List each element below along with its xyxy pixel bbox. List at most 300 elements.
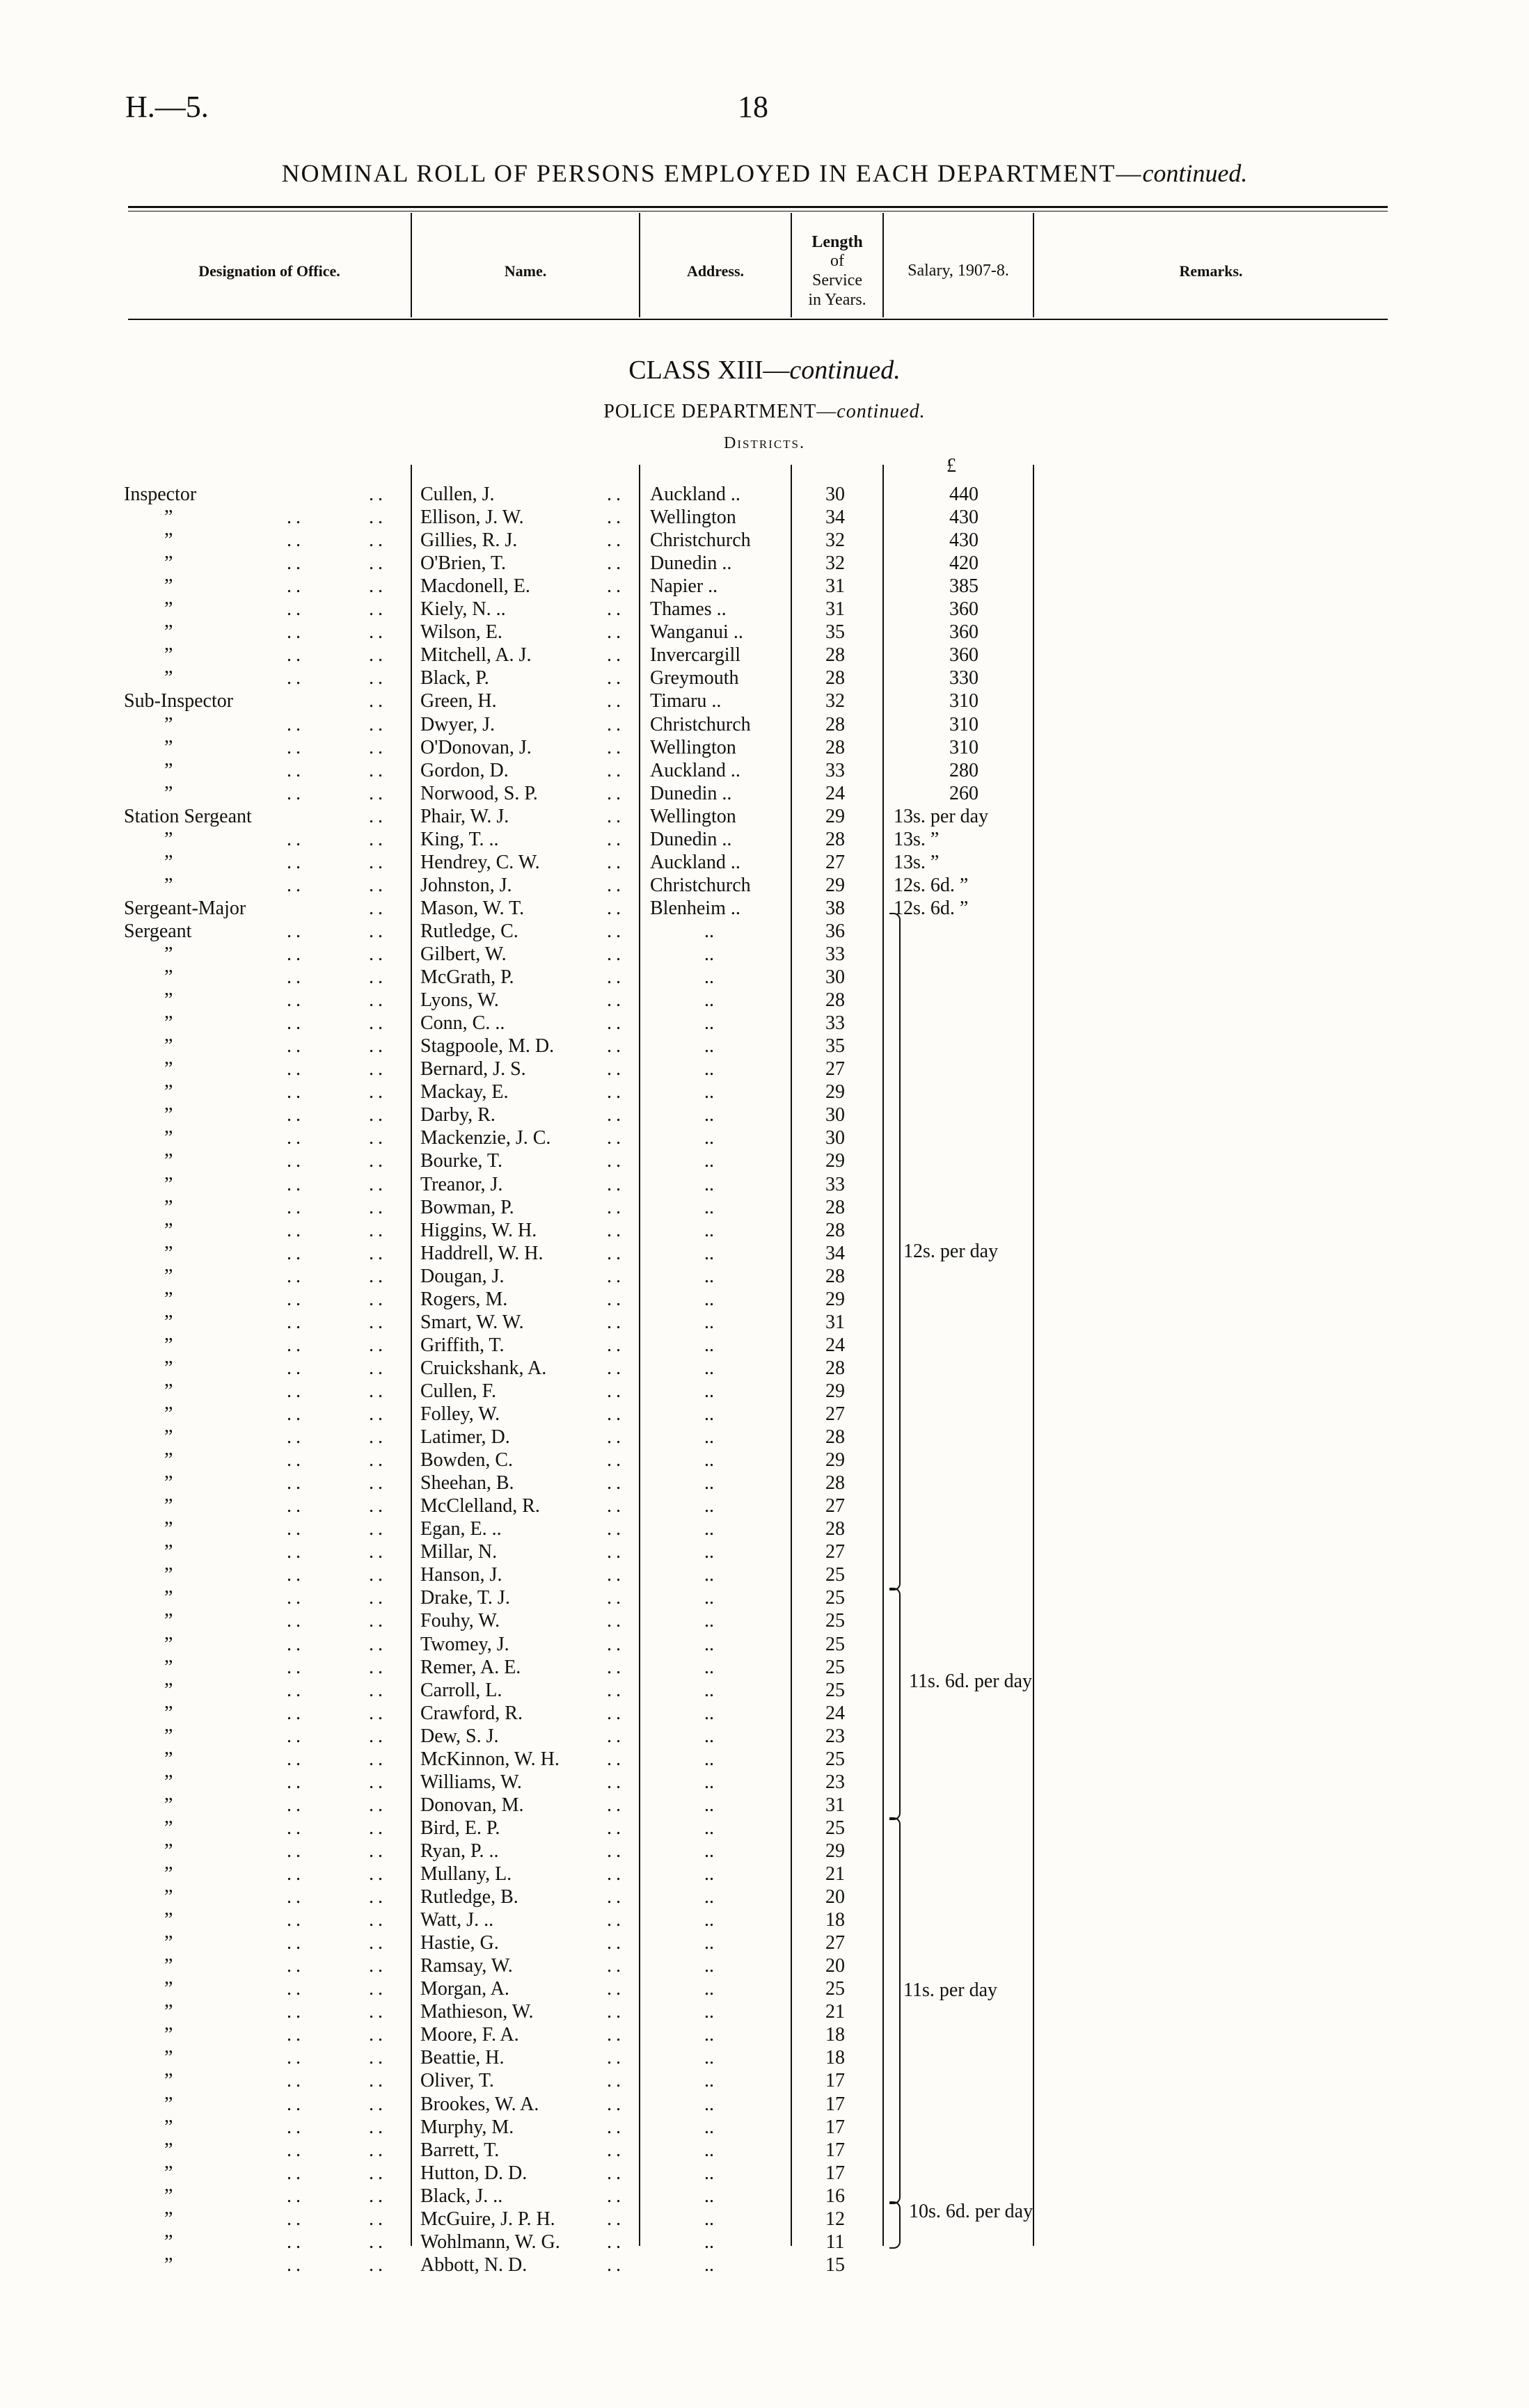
table-row (0, 1242, 1529, 1265)
leader-dots: .. (607, 1748, 625, 1770)
leader-dots: .. (287, 1104, 305, 1126)
leader-dots: .. (607, 1196, 625, 1218)
address-cell: .. (704, 1265, 714, 1287)
address-cell: .. (704, 1932, 714, 1954)
service-cell: 17 (825, 2139, 845, 2161)
header-top-rule (128, 206, 1388, 208)
service-cell: 21 (825, 2001, 845, 2023)
name-cell: Bernard, J. S. (420, 1058, 526, 1081)
table-row (0, 1265, 1529, 1288)
table-row (0, 667, 1529, 689)
brace-note-10s6d: 10s. 6d. per day (909, 2201, 1033, 2222)
name-cell: Barrett, T. (420, 2139, 500, 2161)
leader-dots: .. (607, 2139, 625, 2161)
designation-cell: ” (164, 1679, 173, 1701)
address-cell: .. (704, 1679, 714, 1701)
leader-dots: .. (607, 1012, 625, 1035)
leader-dots: .. (369, 1771, 387, 1793)
leader-dots: .. (607, 644, 625, 667)
name-cell: Cullen, J. (420, 484, 495, 505)
leader-dots: .. (369, 1012, 387, 1035)
designation-cell: ” (164, 2001, 173, 2023)
leader-dots: .. (607, 759, 625, 781)
table-row (0, 1311, 1529, 1334)
salary-cell: 330 (949, 667, 979, 689)
name-cell: McKinnon, W. H. (420, 1748, 560, 1770)
leader-dots: .. (607, 1863, 625, 1885)
table-row (0, 805, 1529, 828)
service-cell: 11 (825, 2231, 845, 2253)
address-cell: .. (704, 1012, 714, 1035)
leader-dots: .. (287, 1863, 305, 1885)
leader-dots: .. (607, 1311, 625, 1333)
leader-dots: .. (287, 644, 305, 667)
designation-cell: ” (164, 1058, 173, 1081)
leader-dots: .. (607, 897, 625, 919)
leader-dots: .. (369, 1909, 387, 1931)
service-cell: 17 (825, 2070, 845, 2092)
leader-dots: .. (287, 736, 305, 758)
service-cell: 28 (825, 989, 845, 1012)
table-row (0, 713, 1529, 736)
leader-dots: .. (369, 598, 387, 621)
service-cell: 21 (825, 1863, 845, 1885)
table-row (0, 966, 1529, 989)
leader-dots: .. (287, 966, 305, 989)
address-cell: .. (704, 1978, 714, 2000)
service-cell: 25 (825, 1748, 845, 1770)
designation-cell: ” (164, 1518, 173, 1540)
service-cell: 28 (825, 644, 845, 667)
leader-dots: .. (607, 1127, 625, 1149)
service-cell: 18 (825, 1909, 845, 1931)
leader-dots: .. (287, 1380, 305, 1402)
designation-cell: ” (164, 1748, 173, 1770)
table-row (0, 2023, 1529, 2046)
name-cell: Fouhy, W. (420, 1610, 500, 1632)
leader-dots: .. (369, 1127, 387, 1149)
designation-cell: ” (164, 552, 173, 575)
leader-dots: .. (369, 1748, 387, 1770)
leader-dots: .. (607, 598, 625, 621)
address-cell: .. (704, 2024, 714, 2046)
leader-dots: .. (369, 2162, 387, 2184)
leader-dots: .. (287, 598, 305, 621)
leader-dots: .. (369, 2093, 387, 2115)
name-cell: Hanson, J. (420, 1564, 502, 1586)
leader-dots: .. (287, 989, 305, 1012)
service-cell: 25 (825, 1564, 845, 1586)
leader-dots: .. (287, 2116, 305, 2138)
designation-cell: ” (164, 874, 173, 896)
service-cell: 28 (825, 1518, 845, 1540)
table-row (0, 1472, 1529, 1494)
leader-dots: .. (369, 1081, 387, 1103)
service-cell: 23 (825, 1771, 845, 1793)
col-header-designation: Designation of Office. (198, 262, 340, 280)
designation-cell: ” (164, 1771, 173, 1793)
leader-dots: .. (287, 1173, 305, 1195)
address-cell: Dunedin .. (650, 828, 732, 850)
designation-cell: ” (164, 2231, 173, 2253)
designation-cell: ” (164, 621, 173, 644)
leader-dots: .. (607, 1380, 625, 1402)
table-row (0, 2254, 1529, 2277)
name-cell: Oliver, T. (420, 2070, 494, 2092)
leader-dots: .. (287, 1334, 305, 1356)
salary-cell: 280 (949, 759, 979, 781)
name-cell: Bourke, T. (420, 1150, 502, 1172)
leader-dots: .. (369, 1955, 387, 1977)
designation-cell: ” (164, 736, 173, 758)
leader-dots: .. (607, 484, 625, 505)
designation-cell: ” (164, 1449, 173, 1472)
service-cell: 25 (825, 1610, 845, 1632)
designation-cell: ” (164, 2139, 173, 2161)
address-cell: .. (704, 1058, 714, 1081)
leader-dots: .. (607, 1725, 625, 1747)
address-cell: Timaru .. (650, 690, 722, 712)
service-cell: 36 (825, 920, 845, 942)
leader-dots: .. (607, 1679, 625, 1701)
address-cell: .. (704, 1610, 714, 1632)
service-cell: 25 (825, 1656, 845, 1678)
leader-dots: .. (287, 828, 305, 850)
name-cell: Black, J. .. (420, 2185, 503, 2207)
name-cell: Haddrell, W. H. (420, 1242, 544, 1264)
table-row (0, 621, 1529, 644)
leader-dots: .. (287, 1081, 305, 1103)
dept-italic: continued. (837, 401, 926, 422)
address-cell: .. (704, 1564, 714, 1586)
designation-cell: ” (164, 1863, 173, 1885)
designation-cell: ” (164, 1012, 173, 1035)
address-cell: .. (704, 1817, 714, 1839)
table-row (0, 2069, 1529, 2092)
designation-cell: ” (164, 1610, 173, 1632)
address-cell: .. (704, 1357, 714, 1379)
leader-dots: .. (607, 1771, 625, 1793)
leader-dots: .. (287, 1403, 305, 1425)
table-row (0, 529, 1529, 552)
table-row (0, 1403, 1529, 1426)
table-row (0, 644, 1529, 667)
leader-dots: .. (607, 1817, 625, 1839)
leader-dots: .. (607, 529, 625, 552)
leader-dots: .. (607, 1656, 625, 1678)
name-cell: McGrath, P. (420, 966, 514, 989)
service-cell: 28 (825, 1357, 845, 1379)
name-cell: Crawford, R. (420, 1702, 523, 1724)
leader-dots: .. (607, 1288, 625, 1310)
designation-cell: ” (164, 2070, 173, 2092)
leader-dots: .. (607, 1173, 625, 1195)
length-line4: in Years. (808, 290, 866, 309)
page-title (0, 159, 1529, 188)
leader-dots: .. (287, 1656, 305, 1678)
leader-dots: .. (607, 2070, 625, 2092)
name-cell: Dew, S. J. (420, 1725, 499, 1747)
table-row (0, 1725, 1529, 1748)
table-row (0, 1126, 1529, 1149)
table-row (0, 689, 1529, 712)
address-cell: Thames .. (650, 598, 727, 621)
name-cell: Folley, W. (420, 1403, 500, 1425)
service-cell: 30 (825, 1104, 845, 1126)
address-cell: .. (704, 1656, 714, 1678)
designation-cell: ” (164, 828, 173, 850)
leader-dots: .. (287, 1449, 305, 1472)
designation-cell: ” (164, 2116, 173, 2138)
table-row (0, 1609, 1529, 1632)
name-cell: Bowman, P. (420, 1196, 514, 1218)
leader-dots: .. (369, 2185, 387, 2207)
leader-dots: .. (287, 1472, 305, 1494)
leader-dots: .. (287, 1587, 305, 1609)
leader-dots: .. (369, 897, 387, 919)
brace-note-12s: 12s. per day (903, 1241, 999, 1262)
service-cell: 27 (825, 1058, 845, 1081)
address-cell: .. (704, 2001, 714, 2023)
document-reference: H.—5. (125, 90, 209, 124)
name-cell: Ryan, P. .. (420, 1840, 499, 1862)
address-cell: Wellington (650, 507, 736, 529)
leader-dots: .. (287, 782, 305, 804)
col-header-length-of-service (792, 223, 882, 320)
address-cell: .. (704, 1702, 714, 1724)
leader-dots: .. (369, 1587, 387, 1609)
leader-dots: .. (287, 1127, 305, 1149)
leader-dots: .. (369, 1978, 387, 2000)
table-row (0, 2162, 1529, 2185)
designation-cell: ” (164, 1541, 173, 1563)
leader-dots: .. (287, 1702, 305, 1724)
address-cell: Christchurch (650, 874, 751, 896)
address-cell: Wellington (650, 805, 736, 827)
name-cell: Bowden, C. (420, 1449, 513, 1472)
service-cell: 31 (825, 598, 845, 621)
name-cell: Beattie, H. (420, 2047, 505, 2069)
name-cell: Mitchell, A. J. (420, 644, 532, 667)
leader-dots: .. (607, 1495, 625, 1517)
address-cell: .. (704, 2093, 714, 2115)
service-cell: 27 (825, 1403, 845, 1425)
address-cell: .. (704, 1633, 714, 1655)
leader-dots: .. (287, 667, 305, 689)
address-cell: Blenheim .. (650, 897, 740, 919)
leader-dots: .. (369, 1863, 387, 1885)
brace-12s (889, 913, 901, 1590)
service-cell: 28 (825, 667, 845, 689)
service-cell: 17 (825, 2093, 845, 2115)
designation-cell: ” (164, 1978, 173, 2000)
address-cell: Wellington (650, 736, 736, 758)
salary-cell: 440 (949, 484, 979, 505)
address-cell: .. (704, 1495, 714, 1517)
name-cell: Ramsay, W. (420, 1955, 513, 1977)
leader-dots: .. (369, 484, 387, 505)
designation-cell: Sub-Inspector (124, 690, 234, 712)
leader-dots: .. (287, 1633, 305, 1655)
leader-dots: .. (607, 989, 625, 1012)
leader-dots: .. (369, 529, 387, 552)
service-cell: 27 (825, 1541, 845, 1563)
table-row (0, 1885, 1529, 1908)
col-header-remarks: Remarks. (1179, 262, 1243, 280)
table-row (0, 1035, 1529, 1058)
table-row (0, 1563, 1529, 1586)
name-cell: Green, H. (420, 690, 497, 712)
address-cell: .. (704, 2070, 714, 2092)
leader-dots: .. (607, 1564, 625, 1586)
leader-dots: .. (287, 1196, 305, 1218)
leader-dots: .. (287, 2231, 305, 2253)
leader-dots: .. (369, 644, 387, 667)
address-cell: .. (704, 989, 714, 1012)
leader-dots: .. (369, 1656, 387, 1678)
leader-dots: .. (607, 2001, 625, 2023)
address-cell: .. (704, 1311, 714, 1333)
name-cell: O'Donovan, J. (420, 736, 532, 758)
leader-dots: .. (607, 1978, 625, 2000)
designation-cell: ” (164, 1725, 173, 1747)
designation-cell: ” (164, 1288, 173, 1310)
designation-cell: ” (164, 1656, 173, 1678)
service-cell: 29 (825, 1150, 845, 1172)
address-cell: .. (704, 943, 714, 965)
leader-dots: .. (369, 1403, 387, 1425)
leader-dots: .. (287, 1265, 305, 1287)
table-row (0, 1103, 1529, 1126)
leader-dots: .. (607, 2024, 625, 2046)
leader-dots: .. (287, 529, 305, 552)
brace-11s (889, 1817, 901, 2204)
address-cell: Napier .. (650, 575, 718, 598)
leader-dots: .. (369, 1702, 387, 1724)
service-cell: 27 (825, 1495, 845, 1517)
table-row (0, 1149, 1529, 1172)
table-row (0, 1840, 1529, 1863)
service-cell: 28 (825, 1426, 845, 1449)
leader-dots: .. (287, 1219, 305, 1241)
title-italic: continued. (1142, 159, 1248, 187)
address-cell: .. (704, 1173, 714, 1195)
leader-dots: .. (287, 1748, 305, 1770)
name-cell: Gillies, R. J. (420, 529, 518, 552)
name-cell: Carroll, L. (420, 1679, 502, 1701)
name-cell: Lyons, W. (420, 989, 499, 1012)
service-cell: 30 (825, 966, 845, 989)
name-cell: Drake, T. J. (420, 1587, 510, 1609)
leader-dots: .. (369, 1541, 387, 1563)
name-cell: Mason, W. T. (420, 897, 525, 919)
salary-cell: 310 (949, 713, 979, 735)
name-cell: Wohlmann, W. G. (420, 2231, 560, 2253)
salary-cell: 310 (949, 690, 979, 712)
address-cell: .. (704, 1541, 714, 1563)
table-row (0, 782, 1529, 805)
name-cell: Macdonell, E. (420, 575, 530, 598)
salary-cell: 430 (949, 529, 979, 552)
name-cell: Brookes, W. A. (420, 2093, 539, 2115)
table-row (0, 2116, 1529, 2139)
leader-dots: .. (607, 1518, 625, 1540)
leader-dots: .. (287, 2185, 305, 2207)
leader-dots: .. (287, 2139, 305, 2161)
leader-dots: .. (287, 2162, 305, 2184)
service-cell: 35 (825, 621, 845, 644)
leader-dots: .. (287, 2070, 305, 2092)
name-cell: Remer, A. E. (420, 1656, 521, 1678)
leader-dots: .. (369, 1886, 387, 1908)
designation-cell: ” (164, 782, 173, 804)
leader-dots: .. (607, 1426, 625, 1449)
service-cell: 28 (825, 1196, 845, 1218)
leader-dots: .. (607, 2162, 625, 2184)
leader-dots: .. (287, 1932, 305, 1954)
name-cell: Wilson, E. (420, 621, 502, 644)
leader-dots: .. (369, 1357, 387, 1379)
salary-cell: 12s. 6d. ” (894, 874, 969, 896)
table-row (0, 828, 1529, 851)
table-row (0, 1656, 1529, 1679)
leader-dots: .. (369, 1334, 387, 1356)
leader-dots: .. (369, 1564, 387, 1586)
class-italic: continued. (789, 356, 901, 385)
address-cell: .. (704, 1127, 714, 1149)
address-cell: .. (704, 1242, 714, 1264)
leader-dots: .. (287, 1564, 305, 1586)
leader-dots: .. (369, 782, 387, 804)
leader-dots: .. (607, 1104, 625, 1126)
currency-symbol: £ (946, 455, 956, 477)
table-row (0, 1679, 1529, 1702)
leader-dots: .. (287, 1242, 305, 1264)
service-cell: 34 (825, 507, 845, 529)
leader-dots: .. (369, 1311, 387, 1333)
leader-dots: .. (369, 2070, 387, 2092)
service-cell: 28 (825, 736, 845, 758)
address-cell: .. (704, 1196, 714, 1218)
leader-dots: .. (287, 1725, 305, 1747)
leader-dots: .. (369, 2231, 387, 2253)
designation-cell: ” (164, 2208, 173, 2230)
leader-dots: .. (607, 805, 625, 827)
address-cell: .. (704, 1518, 714, 1540)
leader-dots: .. (607, 2093, 625, 2115)
table-row (0, 1426, 1529, 1449)
leader-dots: .. (607, 2047, 625, 2069)
service-cell: 33 (825, 1173, 845, 1195)
leader-dots: .. (287, 1794, 305, 1816)
leader-dots: .. (607, 1541, 625, 1563)
address-cell: .. (704, 1725, 714, 1747)
address-cell: Auckland .. (650, 484, 740, 505)
table-row (0, 483, 1529, 506)
address-cell: .. (704, 2185, 714, 2207)
length-line2: of (830, 252, 844, 271)
leader-dots: .. (369, 667, 387, 689)
name-cell: Gilbert, W. (420, 943, 507, 965)
leader-dots: .. (287, 1840, 305, 1862)
address-cell: .. (704, 1403, 714, 1425)
designation-cell: ” (164, 1909, 173, 1931)
leader-dots: .. (287, 1311, 305, 1333)
leader-dots: .. (369, 1173, 387, 1195)
designation-cell: ” (164, 759, 173, 781)
leader-dots: .. (369, 1518, 387, 1540)
table-row (0, 1196, 1529, 1219)
